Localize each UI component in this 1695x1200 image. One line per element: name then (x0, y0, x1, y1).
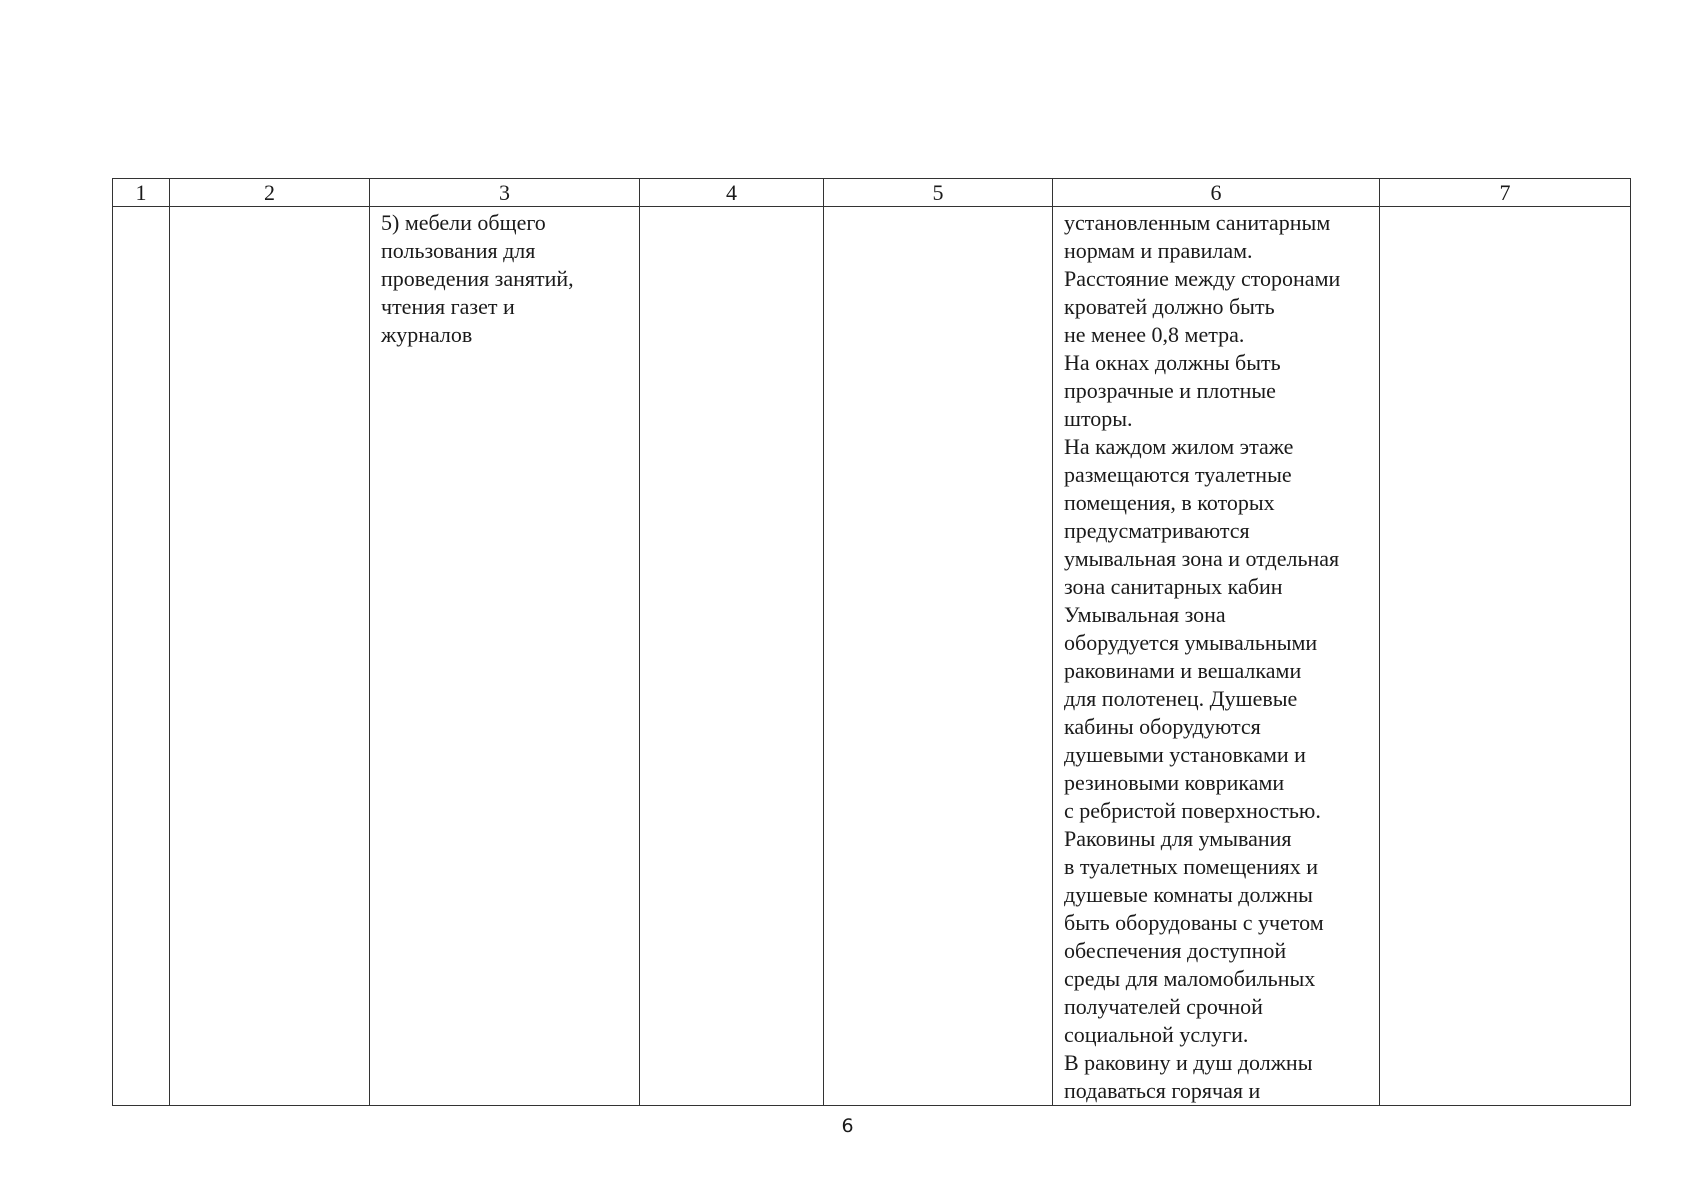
cell-col-3-text: 5) мебели общего пользования для проведения занятий, чтения газет и журналов (381, 210, 574, 347)
column-header-6: 6 (1053, 179, 1380, 207)
cell-col-1 (113, 207, 170, 1106)
column-header-4: 4 (640, 179, 824, 207)
page-number: 6 (841, 1115, 854, 1137)
cell-col-6 (1053, 207, 1380, 1106)
table-header-row (113, 179, 1631, 207)
cell-col-5-text (824, 207, 1052, 209)
column-header-7: 7 (1380, 179, 1631, 207)
column-header-2: 2 (170, 179, 370, 207)
cell-col-1-text (113, 207, 169, 209)
cell-col-7-text (1380, 207, 1630, 209)
column-header-1: 1 (113, 179, 170, 207)
services-table (112, 178, 1631, 1106)
cell-col-4-text (640, 207, 823, 209)
cell-col-2 (170, 207, 370, 1106)
cell-col-7 (1380, 207, 1631, 1106)
cell-col-4 (640, 207, 824, 1106)
table-row (113, 207, 1631, 1106)
cell-col-3 (370, 207, 640, 1106)
column-header-3: 3 (370, 179, 640, 207)
cell-col-2-text (170, 207, 369, 209)
column-header-5: 5 (824, 179, 1053, 207)
cell-col-6-text: установленным санитарным нормам и правилам. Расстояние между сторонами кроватей должно быть не менее 0,8 метра. На окнах должны быть прозрачные и плотные шторы. На каждом жилом этаже размещаются туалетные помещения, в которых предусматриваются умывальная зона и отдельная зона санитарных кабин Умывальная зона оборудуется умывальными раковинами и вешалками для полотенец. Душевые кабины оборудуются душевыми установками и резиновыми ковриками с ребристой поверхностью. Раковины для умывания в туалетных помещениях и душевые комнаты должны быть оборудованы с учетом обеспечения доступной среды для маломобильных получателей срочной социальной услуги. В раковину и душ должны подаваться горячая и (1064, 210, 1341, 1103)
cell-col-5 (824, 207, 1053, 1106)
